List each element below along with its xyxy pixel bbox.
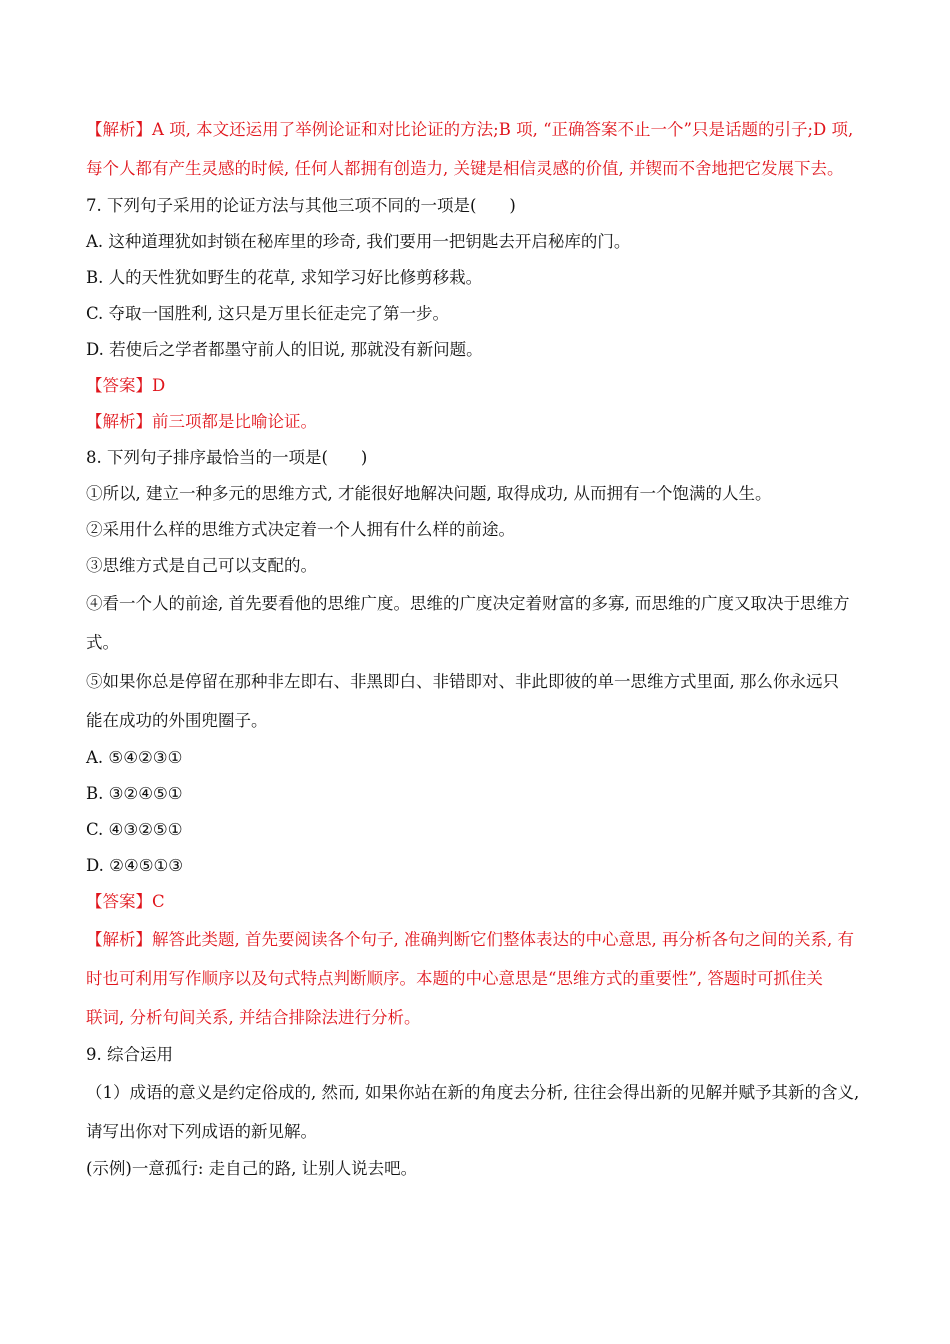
q7-stem: 7. 下列句子采用的论证方法与其他三项不同的一项是( )	[86, 196, 516, 215]
q8-sentence-1: ①所以, 建立一种多元的思维方式, 才能很好地解决问题, 取得成功, 从而拥有一个饱满的人生。	[86, 484, 772, 503]
q9-sub1-line-2: 请写出你对下列成语的新见解。	[86, 1122, 317, 1141]
q9-stem: 9. 综合运用	[86, 1045, 173, 1064]
analysis-tag: 【解析】	[86, 120, 152, 139]
analysis-tag: 【解析】	[86, 930, 152, 949]
q7-answer	[86, 368, 870, 404]
analysis-text: A 项, 本文还运用了举例论证和对比论证的方法;B 项, “正确答案不止一个”只是话题的引子;D 项,	[152, 120, 854, 139]
q8-stem: 8. 下列句子排序最恰当的一项是( )	[86, 448, 368, 467]
q8-sentence-2: ②采用什么样的思维方式决定着一个人拥有什么样的前途。	[86, 520, 515, 539]
q8-analysis-line-3: 联词, 分析句间关系, 并结合排除法进行分析。	[86, 1008, 421, 1027]
answer-tag: 【答案】	[86, 376, 152, 395]
q7-option-d: D. 若使后之学者都墨守前人的旧说, 那就没有新问题。	[86, 340, 483, 359]
analysis-text: 前三项都是比喻论证。	[152, 412, 317, 431]
q7-option-a: A. 这种道理犹如封锁在秘库里的珍奇, 我们要用一把钥匙去开启秘库的门。	[86, 232, 631, 251]
q8-option-a: A. ⑤④②③①	[86, 748, 183, 767]
q8-option-d: D. ②④⑤①③	[86, 856, 184, 875]
answer-tag: 【答案】	[86, 892, 152, 911]
q8-option-b: B. ③②④⑤①	[86, 784, 183, 803]
q8-sentence-4-line-1: ④看一个人的前途, 首先要看他的思维广度。思维的广度决定着财富的多寡, 而思维的广度又取决于思维方	[86, 594, 850, 613]
q9-sub1-line-1: （1）成语的意义是约定俗成的, 然而, 如果你站在新的角度去分析, 往往会得出新的见解并赋予其新的含义,	[86, 1083, 860, 1102]
analysis-text: 解答此类题, 首先要阅读各个句子, 准确判断它们整体表达的中心意思, 再分析各句之间的关系, 有	[152, 930, 854, 949]
q7-analysis	[86, 404, 870, 440]
q8-sentence-5-line-2: 能在成功的外围兜圈子。	[86, 711, 268, 730]
answer-value: D	[152, 376, 166, 395]
q7-option-c: C. 夺取一国胜利, 这只是万里长征走完了第一步。	[86, 304, 450, 323]
analysis-tag: 【解析】	[86, 412, 152, 431]
q8-analysis-line-1	[86, 920, 870, 959]
q8-option-c: C. ④③②⑤①	[86, 820, 183, 839]
block1-analysis-line-1	[86, 110, 870, 149]
q8-sentence-3: ③思维方式是自己可以支配的。	[86, 556, 317, 575]
block1-analysis-line-2: 每个人都有产生灵感的时候, 任何人都拥有创造力, 关键是相信灵感的价值, 并锲而不舍地把它发展下去。	[86, 159, 844, 178]
q8-sentence-4-line-2: 式。	[86, 633, 119, 652]
q9-example: (示例)一意孤行: 走自己的路, 让别人说去吧。	[86, 1159, 418, 1178]
answer-value: C	[152, 892, 165, 911]
q8-analysis-line-2: 时也可利用写作顺序以及句式特点判断顺序。本题的中心意思是“思维方式的重要性”, 答题时可抓住关	[86, 969, 823, 988]
q8-sentence-5-line-1: ⑤如果你总是停留在那种非左即右、非黑即白、非错即对、非此即彼的单一思维方式里面, 那么你永远只	[86, 672, 839, 691]
q8-answer	[86, 884, 870, 920]
q7-option-b: B. 人的天性犹如野生的花草, 求知学习好比修剪移栽。	[86, 268, 483, 287]
